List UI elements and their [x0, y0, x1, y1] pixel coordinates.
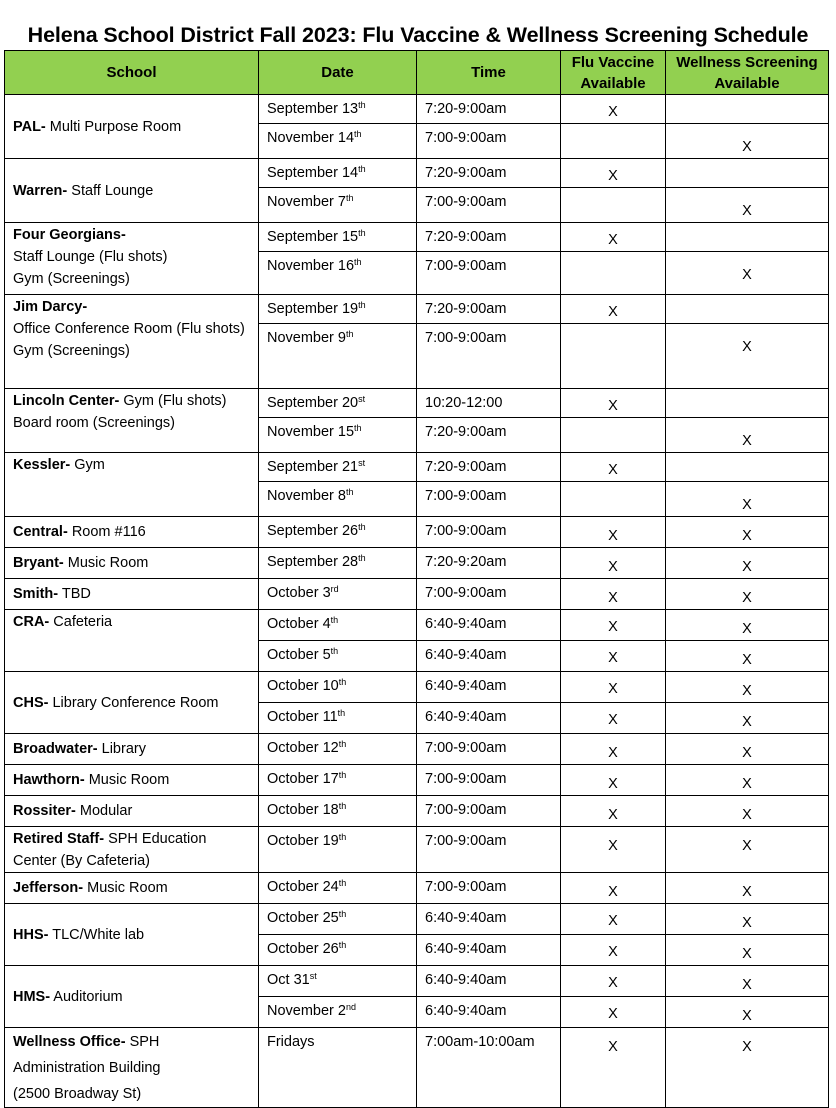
school-location: TBD [58, 586, 91, 602]
time-cell: 7:00-9:00am [417, 734, 561, 765]
school-location: Gym (Flu shots) [119, 393, 227, 409]
school-location-line: (2500 Broadway St) [13, 1086, 142, 1102]
date-cell [259, 904, 417, 935]
date-ordinal-suffix: th [338, 832, 347, 842]
wellness-screening-cell: X [666, 997, 829, 1028]
school-name: Jim Darcy- [13, 299, 88, 315]
school-location: Music Room [83, 880, 168, 896]
wellness-screening-cell: X [666, 672, 829, 703]
flu-vaccine-cell [561, 482, 666, 517]
time-cell: 7:20-9:00am [417, 223, 561, 252]
school-name: Smith- [13, 586, 59, 602]
date-ordinal-suffix: th [358, 164, 366, 174]
date-cell [259, 517, 417, 548]
school-location-line: Board room (Screenings) [13, 415, 175, 431]
date-text: September 15 [267, 229, 359, 245]
date-cell [259, 252, 417, 295]
date-text: Oct 31 [267, 972, 310, 988]
time-cell: 6:40-9:40am [417, 641, 561, 672]
flu-vaccine-cell: X [561, 827, 666, 873]
time-cell: 7:00-9:00am [417, 579, 561, 610]
flu-vaccine-cell [561, 124, 666, 159]
time-cell: 7:00-9:00am [417, 482, 561, 517]
wellness-screening-cell: X [666, 827, 829, 873]
time-cell: 7:20-9:00am [417, 159, 561, 188]
date-text: November 9 [267, 330, 346, 346]
time-cell: 6:40-9:40am [417, 904, 561, 935]
date-cell [259, 672, 417, 703]
table-row [5, 453, 829, 482]
date-cell [259, 548, 417, 579]
date-text: October 19 [267, 833, 339, 849]
date-ordinal-suffix: th [330, 615, 339, 625]
date-ordinal-suffix: th [345, 487, 354, 497]
school-name: Wellness Office- [13, 1034, 126, 1050]
date-text: November 16 [267, 258, 355, 274]
date-cell [259, 453, 417, 482]
date-cell [259, 389, 417, 418]
flu-vaccine-cell: X [561, 517, 666, 548]
date-text: October 24 [267, 879, 339, 895]
school-name: Central- [13, 524, 68, 540]
school-location-line: Administration Building [13, 1060, 161, 1076]
school-cell [5, 579, 259, 610]
school-name: HMS- [13, 988, 51, 1005]
date-ordinal-suffix: th [330, 646, 339, 656]
date-cell [259, 966, 417, 997]
date-ordinal-suffix: st [309, 971, 317, 981]
date-text: October 26 [267, 941, 339, 957]
date-text: October 11 [267, 709, 338, 725]
wellness-screening-cell: X [666, 548, 829, 579]
school-cell [5, 610, 259, 672]
date-ordinal-suffix: st [358, 458, 366, 468]
date-text: October 18 [267, 802, 339, 818]
table-row [5, 966, 829, 997]
flu-vaccine-cell [561, 324, 666, 389]
date-cell [259, 579, 417, 610]
flu-vaccine-cell: X [561, 610, 666, 641]
wellness-screening-cell: X [666, 610, 829, 641]
date-text: October 17 [267, 771, 339, 787]
date-ordinal-suffix: th [358, 228, 366, 238]
date-ordinal-suffix: rd [330, 584, 339, 594]
wellness-screening-cell: X [666, 873, 829, 904]
time-cell: 7:00-9:00am [417, 324, 561, 389]
time-cell: 7:00-9:00am [417, 252, 561, 295]
date-cell [259, 295, 417, 324]
school-cell [5, 517, 259, 548]
flu-vaccine-cell: X [561, 159, 666, 188]
school-cell [5, 827, 259, 873]
school-name: Bryant- [13, 555, 64, 571]
school-location: Cafeteria [49, 614, 113, 630]
wellness-screening-cell: X [666, 734, 829, 765]
school-name: Retired Staff- [13, 831, 105, 847]
school-name: Lincoln Center- [13, 393, 120, 409]
wellness-screening-cell: X [666, 324, 829, 389]
table-row [5, 517, 829, 548]
flu-vaccine-cell [561, 418, 666, 453]
school-location: Staff Lounge [67, 182, 154, 199]
date-text: September 13 [267, 101, 359, 117]
table-row [5, 734, 829, 765]
school-name: CHS- [13, 694, 49, 711]
wellness-screening-cell: X [666, 966, 829, 997]
date-text: September 19 [267, 301, 359, 317]
school-cell [5, 295, 259, 389]
time-cell: 7:00-9:00am [417, 765, 561, 796]
time-cell: 6:40-9:40am [417, 997, 561, 1028]
date-ordinal-suffix: th [338, 878, 347, 888]
date-text: October 4 [267, 616, 331, 632]
date-cell [259, 610, 417, 641]
school-cell [5, 873, 259, 904]
school-name: PAL- [13, 118, 46, 135]
table-row [5, 765, 829, 796]
date-ordinal-suffix: th [338, 739, 347, 749]
wellness-screening-cell: X [666, 124, 829, 159]
date-cell [259, 159, 417, 188]
time-cell: 7:00-9:00am [417, 517, 561, 548]
date-cell [259, 324, 417, 389]
date-text: September 28 [267, 554, 359, 570]
flu-vaccine-cell: X [561, 703, 666, 734]
time-cell: 7:00-9:00am [417, 827, 561, 873]
date-ordinal-suffix: th [338, 801, 347, 811]
table-row [5, 389, 829, 418]
date-cell [259, 997, 417, 1028]
date-ordinal-suffix: th [345, 329, 354, 339]
flu-vaccine-cell: X [561, 672, 666, 703]
table-row [5, 223, 829, 252]
date-cell [259, 873, 417, 904]
wellness-screening-cell: X [666, 188, 829, 223]
date-text: October 10 [267, 678, 339, 694]
date-ordinal-suffix: th [358, 553, 366, 563]
wellness-screening-cell: X [666, 703, 829, 734]
date-cell [259, 482, 417, 517]
date-ordinal-suffix: th [354, 423, 362, 433]
school-cell [5, 796, 259, 827]
school-location: Library [97, 741, 146, 757]
table-row [5, 159, 829, 188]
school-cell [5, 159, 259, 223]
table-row [5, 672, 829, 703]
date-cell [259, 734, 417, 765]
wellness-screening-cell: X [666, 641, 829, 672]
date-ordinal-suffix: th [354, 257, 362, 267]
table-row [5, 796, 829, 827]
date-ordinal-suffix: th [337, 708, 346, 718]
table-row [5, 904, 829, 935]
wellness-screening-cell: X [666, 765, 829, 796]
date-ordinal-suffix: th [338, 909, 347, 919]
date-text: September 20 [267, 395, 359, 411]
time-cell: 7:00-9:00am [417, 188, 561, 223]
wellness-screening-cell: X [666, 517, 829, 548]
table-row [5, 827, 829, 873]
date-cell [259, 188, 417, 223]
date-text: November 15 [267, 424, 355, 440]
time-cell: 6:40-9:40am [417, 610, 561, 641]
school-name: CRA- [13, 614, 50, 630]
table-row [5, 1028, 829, 1108]
date-cell [259, 765, 417, 796]
school-location: Gym [70, 457, 105, 473]
date-ordinal-suffix: st [358, 394, 366, 404]
time-cell: 7:00-9:00am [417, 796, 561, 827]
school-location: SPH Education [104, 831, 207, 847]
date-cell [259, 796, 417, 827]
school-cell [5, 904, 259, 966]
wellness-screening-cell: X [666, 796, 829, 827]
school-header: School [5, 51, 259, 95]
flu-vaccine-cell: X [561, 997, 666, 1028]
page-title: Helena School District Fall 2023: Flu Vaccine & Wellness Screening Schedule [27, 23, 809, 47]
wellness-screening-cell [666, 453, 829, 482]
school-location: Music Room [84, 772, 170, 788]
flu-vaccine-cell: X [561, 796, 666, 827]
flu-vaccine-cell: X [561, 904, 666, 935]
time-cell: 7:20-9:00am [417, 95, 561, 124]
school-location: Library Conference Room [48, 694, 219, 711]
wellness-screening-cell [666, 95, 829, 124]
date-ordinal-suffix: th [338, 940, 347, 950]
time-cell: 6:40-9:40am [417, 672, 561, 703]
school-name: Four Georgians- [13, 227, 126, 243]
date-cell [259, 827, 417, 873]
date-text: November 14 [267, 130, 355, 146]
school-location: Modular [75, 803, 133, 819]
flu-vaccine-cell: X [561, 579, 666, 610]
school-name: Kessler- [13, 457, 71, 473]
schedule-body [5, 95, 829, 1108]
school-location-line: Gym (Screenings) [13, 271, 130, 287]
school-location: TLC/White lab [48, 926, 145, 943]
school-location: Room #116 [67, 524, 146, 540]
date-text: November 2 [267, 1003, 346, 1019]
time-cell: 6:40-9:40am [417, 935, 561, 966]
date-header: Date [259, 51, 417, 95]
table-row [5, 95, 829, 124]
flu-vaccine-cell [561, 252, 666, 295]
school-cell [5, 672, 259, 734]
date-text: October 25 [267, 910, 339, 926]
school-location: SPH [125, 1034, 160, 1050]
school-cell [5, 765, 259, 796]
date-ordinal-suffix: th [358, 522, 366, 532]
date-text: October 3 [267, 585, 331, 601]
time-cell: 7:20-9:00am [417, 453, 561, 482]
time-cell: 6:40-9:40am [417, 703, 561, 734]
date-text: September 14 [267, 165, 359, 181]
school-cell [5, 548, 259, 579]
date-text: October 12 [267, 740, 339, 756]
school-name: Hawthorn- [13, 772, 85, 788]
flu-vaccine-cell: X [561, 223, 666, 252]
table-row [5, 295, 829, 324]
flu-vaccine-cell: X [561, 641, 666, 672]
date-cell [259, 935, 417, 966]
wellness-screening-cell [666, 389, 829, 418]
time-cell: 10:20-12:00 [417, 389, 561, 418]
school-location-line: Gym (Screenings) [13, 343, 130, 359]
school-name: Broadwater- [13, 741, 98, 757]
date-ordinal-suffix: th [345, 193, 354, 203]
wellness-screening-cell [666, 295, 829, 324]
school-name: Warren- [13, 182, 68, 199]
date-cell [259, 1028, 417, 1108]
date-ordinal-suffix: th [358, 100, 366, 110]
flu-vaccine-cell: X [561, 935, 666, 966]
date-text: November 8 [267, 488, 346, 504]
time-header: Time [417, 51, 561, 95]
table-row [5, 579, 829, 610]
date-text: November 7 [267, 194, 346, 210]
date-ordinal-suffix: th [358, 300, 366, 310]
wellness-screening-cell [666, 223, 829, 252]
flu-vaccine-header: Flu Vaccine Available [561, 51, 666, 95]
school-cell [5, 453, 259, 517]
date-cell [259, 124, 417, 159]
school-location: Auditorium [50, 988, 123, 1005]
wellness-screening-cell: X [666, 252, 829, 295]
time-cell: 7:20-9:00am [417, 418, 561, 453]
school-cell [5, 95, 259, 159]
date-cell [259, 418, 417, 453]
wellness-screening-cell: X [666, 418, 829, 453]
wellness-screening-cell: X [666, 935, 829, 966]
flu-vaccine-cell: X [561, 453, 666, 482]
school-cell [5, 389, 259, 453]
wellness-screening-cell: X [666, 482, 829, 517]
date-ordinal-suffix: nd [345, 1002, 356, 1012]
time-cell: 6:40-9:40am [417, 966, 561, 997]
table-row [5, 610, 829, 641]
date-text: Fridays [267, 1034, 315, 1050]
table-row [5, 873, 829, 904]
time-cell: 7:00-9:00am [417, 124, 561, 159]
flu-vaccine-cell: X [561, 873, 666, 904]
flu-vaccine-cell: X [561, 389, 666, 418]
flu-vaccine-cell: X [561, 734, 666, 765]
date-cell [259, 641, 417, 672]
school-location-line: Staff Lounge (Flu shots) [13, 249, 168, 265]
school-name: HHS- [13, 926, 49, 943]
school-name: Rossiter- [13, 803, 76, 819]
school-cell [5, 966, 259, 1028]
date-ordinal-suffix: th [354, 129, 362, 139]
date-cell [259, 95, 417, 124]
flu-vaccine-cell: X [561, 95, 666, 124]
wellness-screening-header: Wellness Screening Available [666, 51, 829, 95]
header-row [5, 51, 829, 95]
school-location: Music Room [63, 555, 149, 571]
time-cell: 7:00am-10:00am [417, 1028, 561, 1108]
school-location-line: Office Conference Room (Flu shots) [13, 321, 245, 337]
time-cell: 7:00-9:00am [417, 873, 561, 904]
date-text: October 5 [267, 647, 331, 663]
flu-vaccine-cell: X [561, 966, 666, 997]
schedule-table [4, 50, 829, 1108]
school-location: Multi Purpose Room [45, 118, 182, 135]
school-cell [5, 223, 259, 295]
date-ordinal-suffix: th [338, 677, 347, 687]
wellness-screening-cell: X [666, 904, 829, 935]
flu-vaccine-cell: X [561, 1028, 666, 1108]
date-ordinal-suffix: th [338, 770, 347, 780]
flu-vaccine-cell: X [561, 295, 666, 324]
school-name: Jefferson- [13, 880, 84, 896]
date-text: September 21 [267, 459, 359, 475]
date-cell [259, 703, 417, 734]
flu-vaccine-cell: X [561, 765, 666, 796]
date-text: September 26 [267, 523, 359, 539]
school-location-line: Center (By Cafeteria) [13, 853, 150, 869]
school-cell [5, 734, 259, 765]
date-cell [259, 223, 417, 252]
table-row [5, 548, 829, 579]
flu-vaccine-cell [561, 188, 666, 223]
school-cell [5, 1028, 259, 1108]
wellness-screening-cell: X [666, 1028, 829, 1108]
wellness-screening-cell: X [666, 579, 829, 610]
time-cell: 7:20-9:00am [417, 295, 561, 324]
flu-vaccine-cell: X [561, 548, 666, 579]
wellness-screening-cell [666, 159, 829, 188]
time-cell: 7:20-9:20am [417, 548, 561, 579]
